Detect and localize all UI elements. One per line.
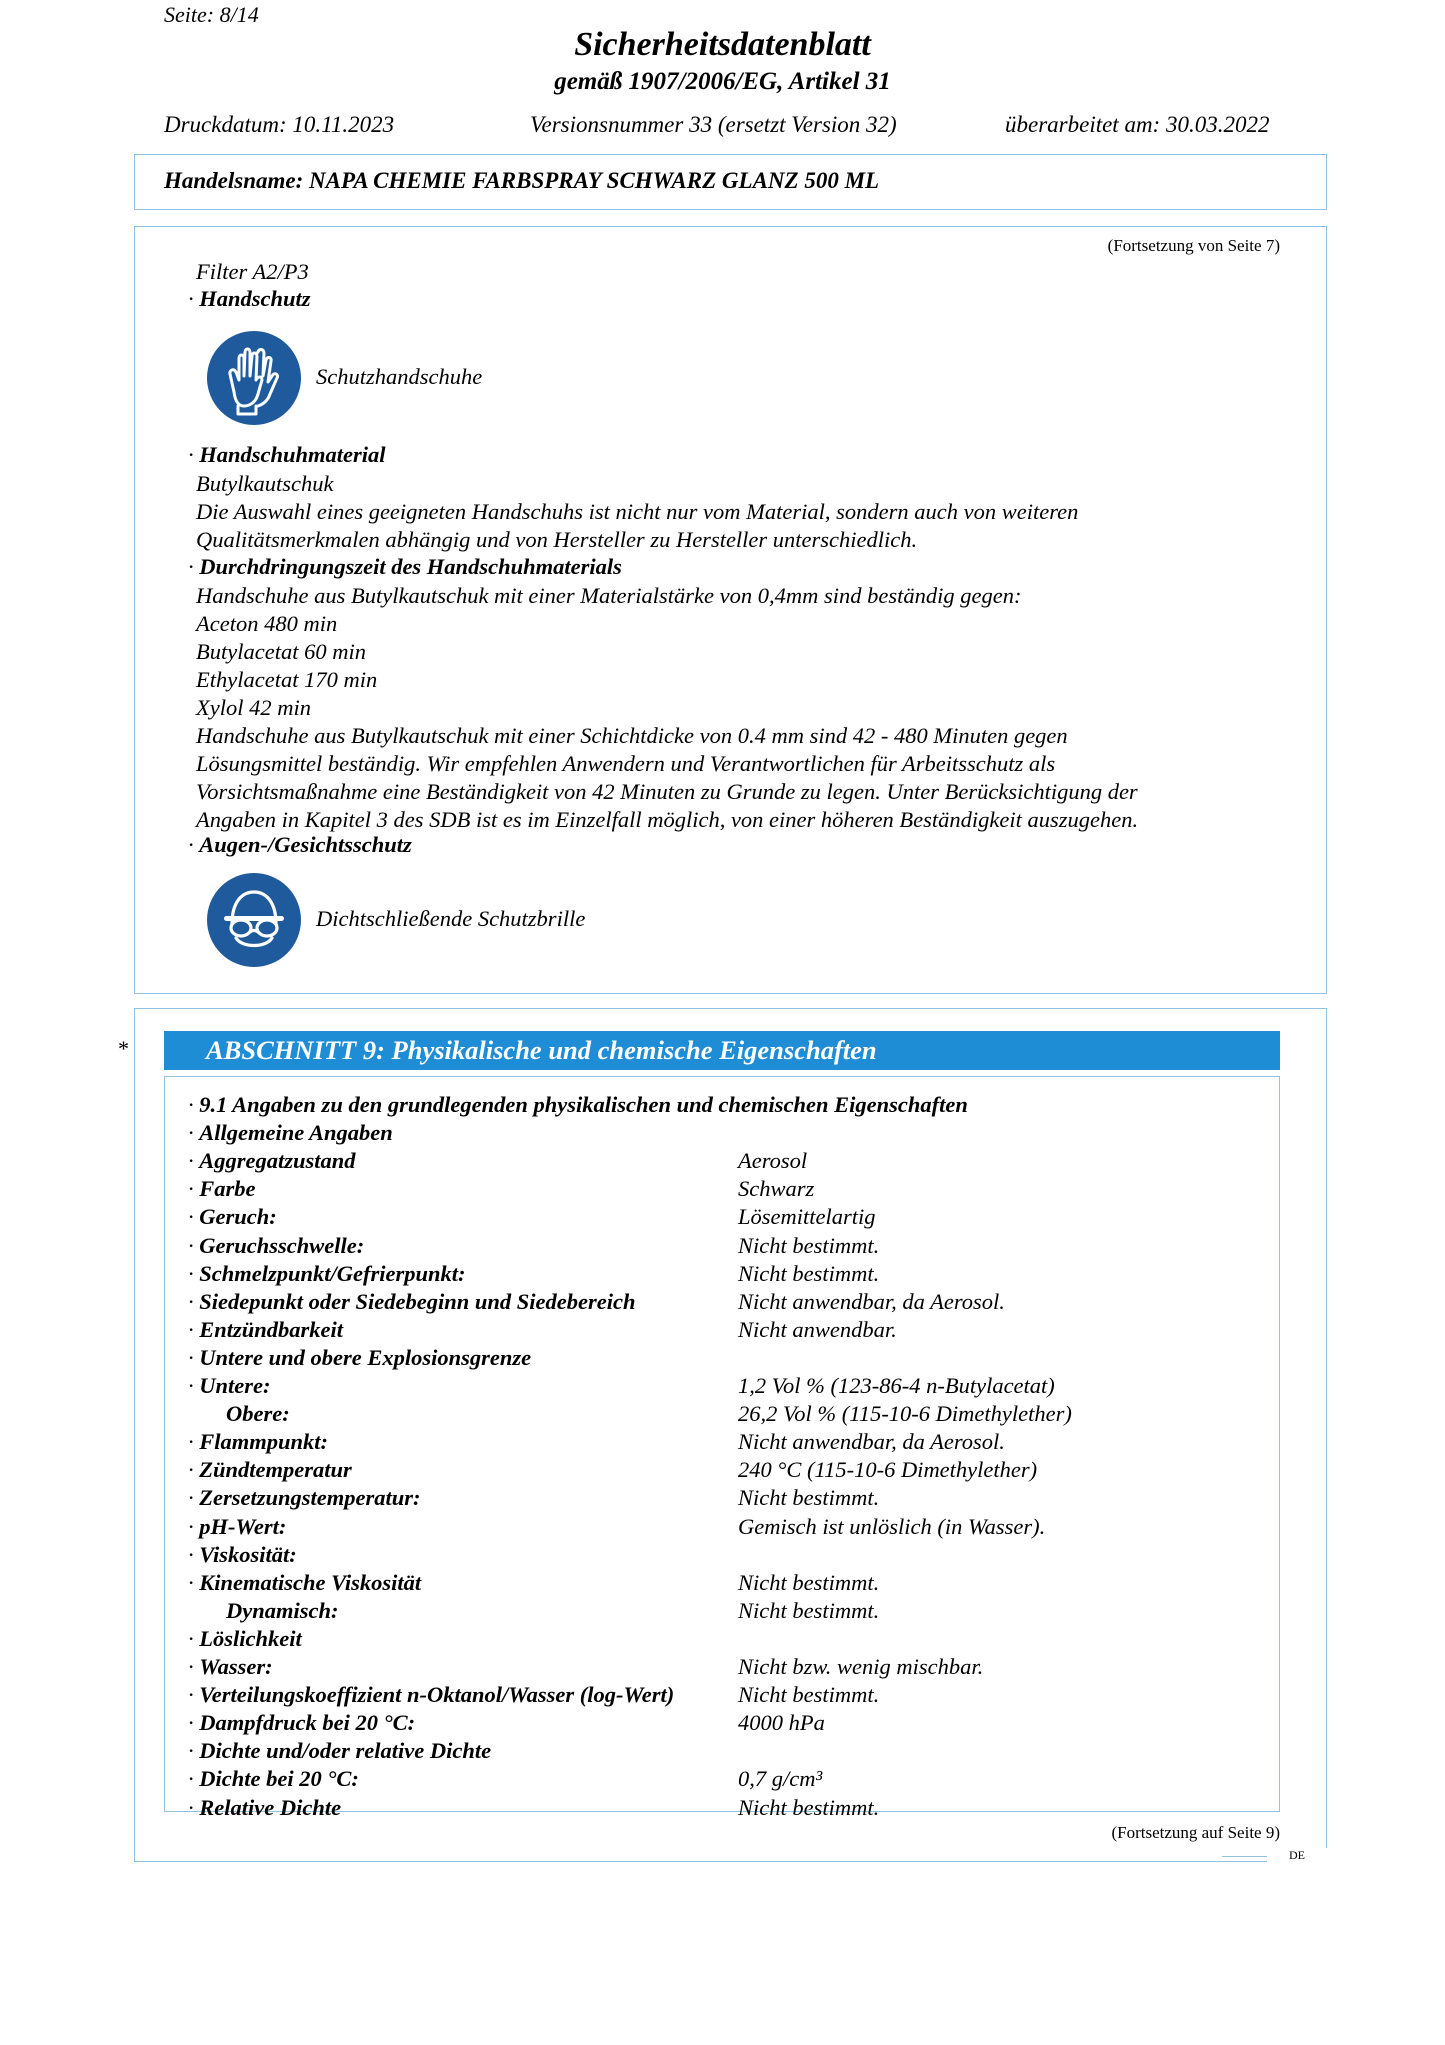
penetration-line: Angaben in Kapitel 3 des SDB ist es im Einzelfall möglich, von einer höheren Beständigkeit auszugehen. <box>196 807 1139 832</box>
property-name: · Dampfdruck bei 20 °C: <box>188 1710 415 1736</box>
property-name: · Löslichkeit <box>188 1626 302 1652</box>
filter-line: Filter A2/P3 <box>196 259 309 284</box>
penetration-line: Handschuhe aus Butylkautschuk mit einer Schichtdicke von 0.4 mm sind 42 - 480 Minuten gegen <box>196 723 1068 748</box>
property-value: Nicht bestimmt. <box>738 1260 880 1286</box>
property-value: Nicht anwendbar. <box>738 1316 897 1342</box>
property-name: · Untere: <box>188 1373 271 1399</box>
glove-material-line: Qualitätsmerkmalen abhängig und von Hersteller zu Hersteller unterschiedlich. <box>196 527 918 552</box>
glove-material-line: Die Auswahl eines geeigneten Handschuhs ist nicht nur vom Material, sondern auch von weiteren <box>196 499 1079 524</box>
property-row <box>188 1485 1278 1513</box>
property-row <box>188 1682 1278 1710</box>
property-name: · 9.1 Angaben zu den grundlegenden physikalischen und chemischen Eigenschaften <box>188 1092 968 1118</box>
property-name: · Dichte bei 20 °C: <box>188 1766 359 1792</box>
eye-protection-heading: · Augen-/Gesichtsschutz <box>188 832 412 858</box>
property-row <box>188 1261 1278 1289</box>
property-row <box>188 1570 1278 1598</box>
glove-material-line: Butylkautschuk <box>196 471 334 496</box>
property-value: Nicht bestimmt. <box>738 1232 880 1258</box>
property-row <box>188 1345 1278 1373</box>
property-value: Nicht bestimmt. <box>738 1597 880 1623</box>
property-value: 0,7 g/cm³ <box>738 1766 823 1792</box>
property-name: · Wasser: <box>188 1654 273 1680</box>
property-value: Aerosol <box>738 1148 808 1174</box>
glove-material-heading: · Handschuhmaterial <box>188 442 386 468</box>
property-row <box>188 1148 1278 1176</box>
property-row <box>188 1289 1278 1317</box>
property-value: 26,2 Vol % (115-10-6 Dimethylether) <box>738 1401 1072 1427</box>
goggles-pictogram-label: Dichtschließende Schutzbrille <box>316 906 586 931</box>
document-subtitle: gemäß 1907/2006/EG, Artikel 31 <box>554 68 891 95</box>
penetration-time-heading: · Durchdringungszeit des Handschuhmaterials <box>188 554 622 580</box>
trade-name: Handelsname: NAPA CHEMIE FARBSPRAY SCHWARZ GLANZ 500 ML <box>164 168 880 193</box>
property-value: Nicht bestimmt. <box>738 1794 880 1820</box>
property-row <box>188 1542 1278 1570</box>
property-row <box>188 1120 1278 1148</box>
property-value: Nicht bzw. wenig mischbar. <box>738 1654 984 1679</box>
property-name: · Viskosität: <box>188 1542 297 1568</box>
property-name: · Zersetzungstemperatur: <box>188 1485 421 1511</box>
property-value: Nicht bestimmt. <box>738 1569 880 1595</box>
penetration-line: Xylol 42 min <box>196 695 311 720</box>
property-name: · Flammpunkt: <box>188 1429 328 1455</box>
property-name: Dynamisch: <box>226 1597 339 1623</box>
property-row <box>188 1176 1278 1204</box>
property-name: · Kinematische Viskosität <box>188 1570 421 1596</box>
property-value: Lösemittelartig <box>738 1204 876 1230</box>
hand-protection-heading: · Handschutz <box>188 286 311 312</box>
property-row <box>188 1710 1278 1738</box>
safety-goggles-icon <box>206 872 302 968</box>
print-date: Druckdatum: 10.11.2023 <box>164 112 395 137</box>
property-name: · Untere und obere Explosionsgrenze <box>188 1345 531 1371</box>
property-name: · Aggregatzustand <box>188 1148 356 1174</box>
property-row <box>188 1795 1278 1823</box>
revision-date: überarbeitet am: 30.03.2022 <box>1005 112 1270 137</box>
language-code: DE <box>1267 1848 1327 1863</box>
property-name: · Siedepunkt oder Siedebeginn und Siedebereich <box>188 1289 636 1315</box>
penetration-line: Aceton 480 min <box>196 611 338 636</box>
section9-title: ABSCHNITT 9: Physikalische und chemische Eigenschaften <box>164 1031 1280 1070</box>
property-name: · Schmelzpunkt/Gefrierpunkt: <box>188 1261 466 1287</box>
property-value: Schwarz <box>738 1176 815 1202</box>
page-number: Seite: 8/14 <box>164 2 259 27</box>
property-name: · Relative Dichte <box>188 1795 341 1821</box>
property-value: Gemisch ist unlöslich (in Wasser). <box>738 1513 1046 1539</box>
property-row <box>188 1401 1278 1429</box>
penetration-line: Ethylacetat 170 min <box>196 667 378 692</box>
document-title: Sicherheitsdatenblatt <box>574 26 871 63</box>
property-name: · Farbe <box>188 1176 256 1202</box>
property-row <box>188 1457 1278 1485</box>
property-value: 1,2 Vol % (123-86-4 n-Butylacetat) <box>738 1373 1055 1398</box>
change-marker: * <box>118 1036 129 1061</box>
property-name: · Allgemeine Angaben <box>188 1120 393 1146</box>
property-name: · pH-Wert: <box>188 1514 286 1540</box>
property-value: Nicht bestimmt. <box>738 1485 880 1511</box>
penetration-line: Lösungsmittel beständig. Wir empfehlen Anwendern und Verantwortlichen für Arbeitsschutz als <box>196 751 1056 776</box>
property-name: · Geruch: <box>188 1204 277 1230</box>
property-value: 4000 hPa <box>738 1710 825 1736</box>
property-row <box>188 1738 1278 1766</box>
property-name: · Entzündbarkeit <box>188 1317 343 1343</box>
property-row <box>188 1766 1278 1794</box>
version-number: Versionsnummer 33 (ersetzt Version 32) <box>530 112 897 137</box>
property-row <box>188 1598 1278 1626</box>
penetration-line: Handschuhe aus Butylkautschuk mit einer Materialstärke von 0,4mm sind beständig gegen: <box>196 583 1022 608</box>
property-row <box>188 1654 1278 1682</box>
property-row <box>188 1317 1278 1345</box>
property-value: Nicht bestimmt. <box>738 1682 880 1708</box>
continued-on-note: (Fortsetzung auf Seite 9) <box>1111 1823 1280 1842</box>
property-row <box>188 1626 1278 1654</box>
continued-from-note: (Fortsetzung von Seite 7) <box>1107 236 1280 255</box>
protective-gloves-icon <box>206 330 302 426</box>
property-value: Nicht anwendbar, da Aerosol. <box>738 1429 1005 1455</box>
property-row <box>188 1429 1278 1457</box>
property-name: · Verteilungskoeffizient n-Oktanol/Wasser (log-Wert) <box>188 1682 674 1708</box>
property-value: Nicht anwendbar, da Aerosol. <box>738 1288 1005 1314</box>
property-row <box>188 1373 1278 1401</box>
property-row <box>188 1092 1278 1120</box>
gloves-pictogram-label: Schutzhandschuhe <box>316 364 483 389</box>
property-name: · Geruchsschwelle: <box>188 1233 364 1259</box>
property-name: · Dichte und/oder relative Dichte <box>188 1738 491 1764</box>
property-row <box>188 1204 1278 1232</box>
property-value: 240 °C (115-10-6 Dimethylether) <box>738 1457 1038 1483</box>
property-name: Obere: <box>226 1401 290 1427</box>
property-row <box>188 1233 1278 1261</box>
penetration-line: Butylacetat 60 min <box>196 639 366 664</box>
property-name: · Zündtemperatur <box>188 1457 352 1483</box>
penetration-line: Vorsichtsmaßnahme eine Beständigkeit von 42 Minuten zu Grunde zu legen. Unter Berücksichtigung der <box>196 779 1138 804</box>
property-row <box>188 1514 1278 1542</box>
